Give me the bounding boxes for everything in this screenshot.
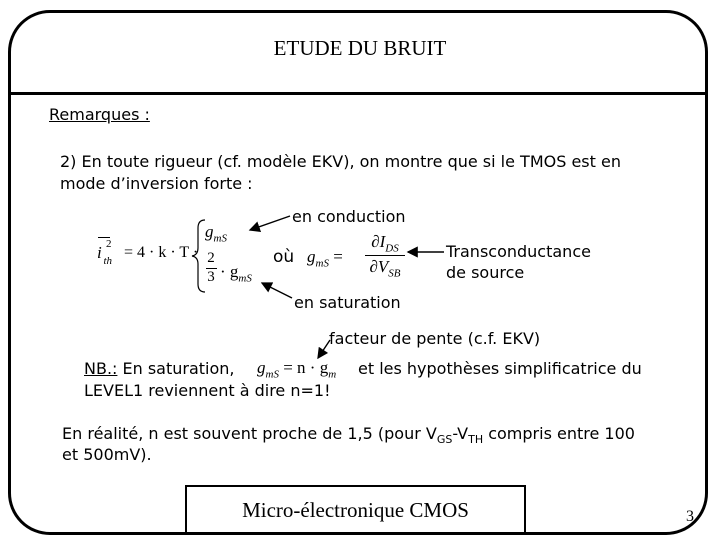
point2-line1: 2) En toute rigueur (cf. modèle EKV), on montre que si le TMOS est en — [60, 152, 621, 171]
arrow-conduction — [250, 216, 290, 230]
case-conduction: $g_{mS}$ — [205, 222, 227, 245]
noise-rhs: = 4 · k · T · — [124, 244, 199, 261]
gms-derivative: $\partial I_{DS}$ $\partial V_{SB}$ — [365, 232, 405, 280]
reality-line2: et 500mV). — [62, 445, 152, 464]
arrow-saturation — [262, 283, 292, 298]
label-transconductance-1: Transconductance — [446, 242, 591, 261]
arrow-slope-factor — [318, 340, 330, 358]
footer-course-title: Micro-électronique CMOS — [185, 485, 526, 535]
nb-text-b: et les hypothèses simplificatrice du — [358, 359, 642, 378]
nb-equation: $g_{mS} = n \cdot g_m$ — [257, 358, 337, 381]
reality-line1: En réalité, n est souvent proche de 1,5 (pour $V_{GS}-V_{TH}$ compris entre 100 — [62, 424, 635, 447]
nb-label: NB.: — [84, 359, 118, 378]
slide-title: ETUDE DU BRUIT — [273, 36, 447, 60]
noise-symbol: i — [97, 242, 102, 262]
nb-line1 — [84, 358, 235, 379]
label-transconductance-2: de source — [446, 263, 525, 282]
point2-line2: mode d’inversion forte : — [60, 174, 253, 193]
label-slope-factor: facteur de pente (c.f. EKV) — [329, 329, 541, 348]
fraction-two-thirds: 2 3 — [206, 250, 217, 286]
label-saturation: en saturation — [294, 293, 401, 312]
case-saturation: · $g_{mS}$ — [220, 262, 252, 285]
where-word: où — [273, 247, 295, 267]
noise-subscript: th — [103, 255, 113, 268]
noise-exponent: 2 — [105, 238, 112, 250]
nb-line2: LEVEL1 reviennent à dire n=1! — [84, 381, 331, 400]
remarks-heading: Remarques : — [49, 105, 150, 124]
gms-definition-lhs: $g_{mS}$ = — [307, 247, 343, 270]
label-conduction: en conduction — [292, 207, 406, 226]
page-number: 3 — [686, 508, 694, 525]
nb-text-a: En saturation, — [117, 359, 235, 378]
